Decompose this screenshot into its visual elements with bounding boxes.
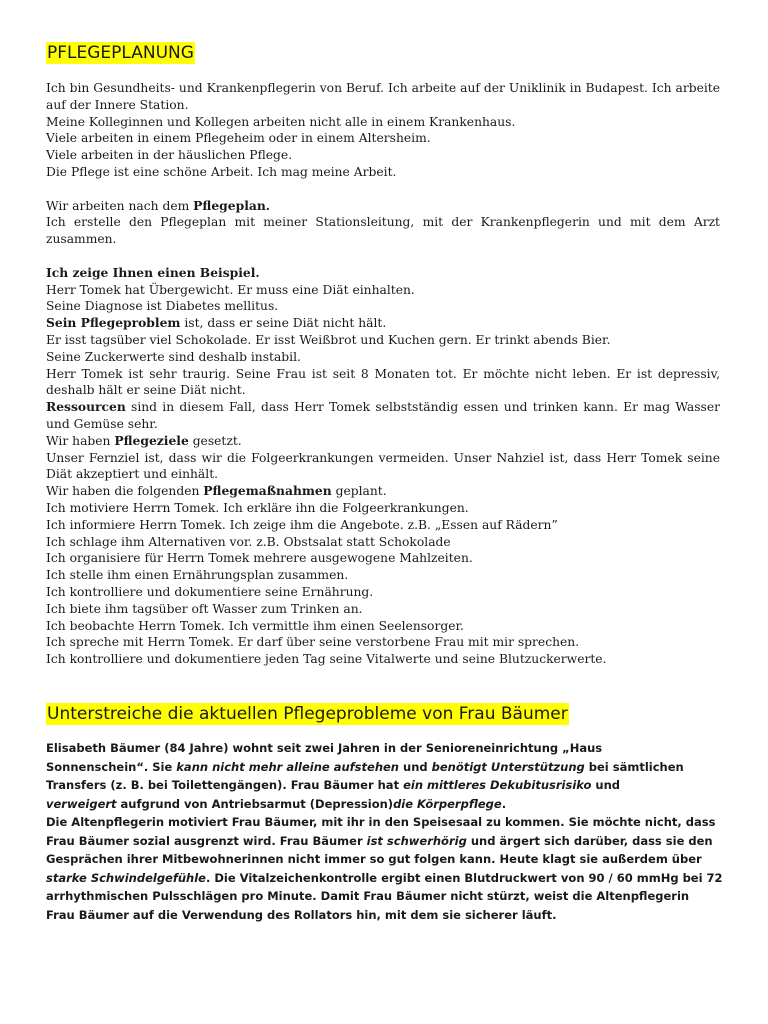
- intro-line-1: Ich bin Gesundheits- und Krankenpflegerin von Beruf. Ich arbeite auf der Uniklinik in Budapest. Ich arbeite auf der Innere Station.: [46, 81, 720, 112]
- exercise-line: Transfers (z. B. bei Toilettengängen). Frau Bäumer hat ein mittleres Dekubitusrisiko und: [46, 778, 621, 792]
- pflegeplanung-text: [46, 80, 720, 668]
- measure-line: Ich stelle ihm einen Ernährungsplan zusammen.: [46, 568, 349, 583]
- exercise-line: Gesprächen ihrer Mitbewohnerinnen nicht immer so gut folgen kann. Heute klagt sie außerdem über: [46, 852, 702, 866]
- example-line: Wir haben die folgenden Pflegemaßnahmen geplant.: [46, 483, 387, 499]
- measure-line: Ich beobachte Herrn Tomek. Ich vermittle ihm einen Seelensorger.: [46, 618, 464, 633]
- exercise-line: Sonnenschein“. Sie kann nicht mehr alleine aufstehen und benötigt Unterstützung bei sämtlichen: [46, 759, 684, 774]
- exercise-line: arrhythmischen Pulsschlägen pro Minute. Damit Frau Bäumer nicht stürzt, weist die Altenpflegerin: [46, 889, 690, 903]
- measure-line: Ich informiere Herrn Tomek. Ich zeige ihm die Angebote. z.B. „Essen auf Rädern”: [46, 517, 558, 532]
- example-line: Herr Tomek ist sehr traurig. Seine Frau ist seit 8 Monaten tot. Er möchte nicht leben. Er ist depressiv, deshalb hält er seine Diät nicht.: [46, 366, 720, 398]
- measure-line: Ich kontrolliere und dokumentiere jeden Tag seine Vitalwerte und seine Blutzuckerwerte.: [46, 652, 607, 667]
- exercise-line: verweigert aufgrund von Antriebsarmut (Depression)die Körperpflege.: [46, 796, 507, 811]
- example-line: Seine Diagnose ist Diabetes mellitus.: [46, 299, 279, 314]
- example-heading: Ich zeige Ihnen einen Beispiel.: [46, 264, 260, 280]
- exercise-line: Frau Bäumer sozial ausgrenzt wird. Frau Bäumer ist schwerhörig und ärgert sich darüber, dass sie den: [46, 833, 713, 848]
- measure-line: Ich biete ihm tagsüber oft Wasser zum Trinken an.: [46, 601, 363, 616]
- intro-line-3: Viele arbeiten in einem Pflegeheim oder in einem Altersheim.: [46, 131, 431, 146]
- example-line: Er isst tagsüber viel Schokolade. Er isst Weißbrot und Kuchen gern. Er trinkt abends Bier.: [46, 332, 611, 347]
- example-line: Ressourcen sind in diesem Fall, dass Herr Tomek selbstständig essen und trinken kann. Er mag Wasser und Gemüse sehr.: [46, 399, 720, 431]
- example-line: Unser Fernziel ist, dass wir die Folgeerkrankungen vermeiden. Unser Nahziel ist, dass Herr Tomek seine Diät akzeptiert und einhält.: [46, 450, 720, 482]
- intro-line-2: Meine Kolleginnen und Kollegen arbeiten nicht alle in einem Krankenhaus.: [46, 114, 516, 129]
- exercise-text: [46, 739, 723, 924]
- example-line: Herr Tomek hat Übergewicht. Er muss eine Diät einhalten.: [46, 282, 415, 297]
- exercise-line: starke Schwindelgefühle. Die Vitalzeichenkontrolle ergibt einen Blutdruckwert von 90 / 60 mmHg bei 72: [46, 870, 723, 885]
- measure-line: Ich schlage ihm Alternativen vor. z.B. Obstsalat statt Schokolade: [46, 534, 451, 549]
- example-line: Seine Zuckerwerte sind deshalb instabil.: [46, 349, 301, 364]
- measure-line: Ich organisiere für Herrn Tomek mehrere ausgewogene Mahlzeiten.: [46, 551, 473, 566]
- section-title-exercise: Unterstreiche die aktuellen Pflegeprobleme von Frau Bäumer: [47, 704, 568, 724]
- measure-line: Ich kontrolliere und dokumentiere seine Ernährung.: [46, 584, 374, 599]
- pflegeplan-line: Wir arbeiten nach dem Pflegeplan.: [46, 197, 271, 213]
- intro-line-5: Die Pflege ist eine schöne Arbeit. Ich mag meine Arbeit.: [46, 164, 397, 179]
- exercise-line: Elisabeth Bäumer (84 Jahre) wohnt seit zwei Jahren in der Senioreneinrichtung „Haus: [46, 741, 603, 755]
- example-line: Wir haben Pflegeziele gesetzt.: [46, 432, 242, 448]
- intro-line-4: Viele arbeiten in der häuslichen Pflege.: [46, 148, 293, 163]
- exercise-line: Frau Bäumer auf die Verwendung des Rollators hin, mit dem sie sicherer läuft.: [46, 907, 557, 922]
- section-title-pflegeplanung: PFLEGEPLANUNG: [47, 43, 194, 63]
- measure-line: Ich motiviere Herrn Tomek. Ich erkläre ihn die Folgeerkrankungen.: [46, 500, 469, 515]
- measure-line: Ich spreche mit Herrn Tomek. Er darf über seine verstorbene Frau mit mir sprechen.: [46, 635, 580, 650]
- pflegeplan-detail: Ich erstelle den Pflegeplan mit meiner Stationsleitung, mit der Krankenpflegerin und mit dem Arzt zusammen.: [46, 215, 720, 247]
- example-line: Sein Pflegeproblem ist, dass er seine Diät nicht hält.: [46, 315, 387, 331]
- exercise-line: Die Altenpflegerin motiviert Frau Bäumer, mit ihr in den Speisesaal zu kommen. Sie möchte nicht, dass: [46, 815, 716, 829]
